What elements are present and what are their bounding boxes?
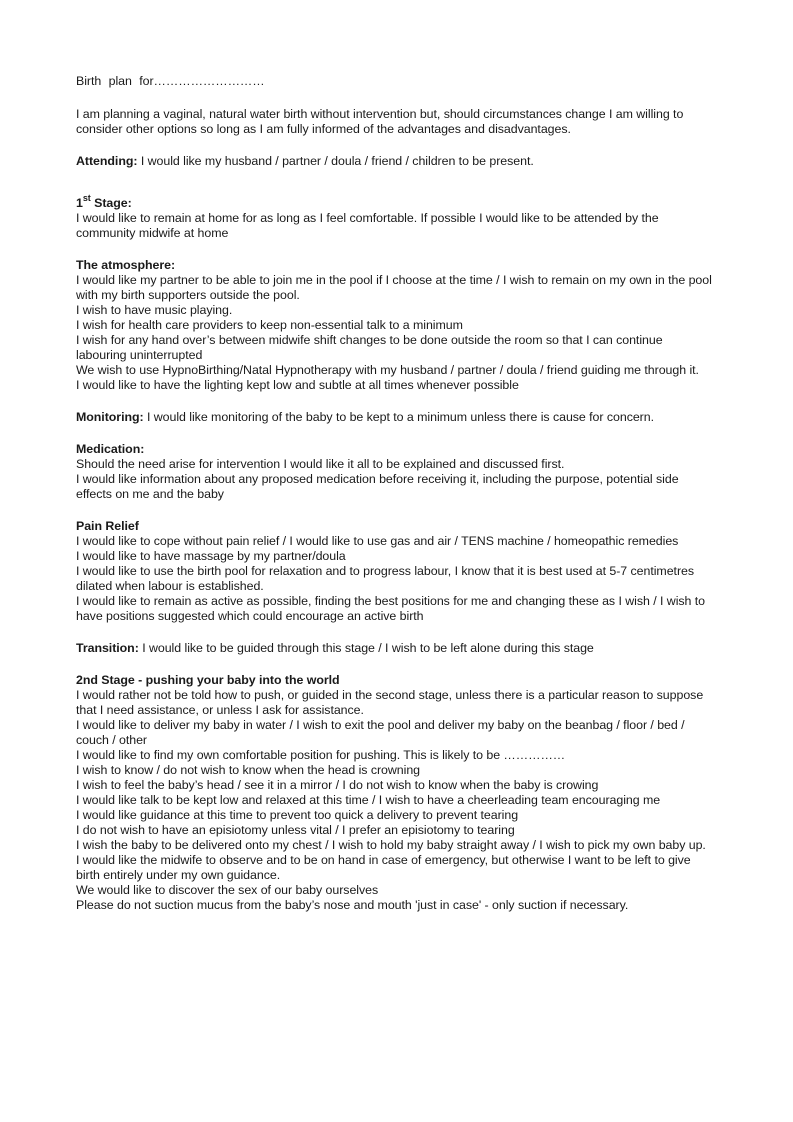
medication-line: I would like information about any proposed medication before receiving it, including the purpose, potential side effects on me and the baby bbox=[76, 472, 679, 501]
atmosphere-line: I would like to have the lighting kept low and subtle at all times whenever possible bbox=[76, 378, 519, 392]
pain-relief-line: I would like to have massage by my partner/doula bbox=[76, 549, 346, 563]
second-stage-line: I would rather not be told how to push, or guided in the second stage, unless there is a particular reason to suppose that I need assistance, or unless I ask for assistance. bbox=[76, 688, 704, 717]
second-stage-line: I would like talk to be kept low and relaxed at this time / I wish to have a cheerleading team encouraging me bbox=[76, 793, 661, 807]
monitoring-text: I would like monitoring of the baby to be kept to a minimum unless there is cause for concern. bbox=[143, 410, 654, 424]
attending-text: I would like my husband / partner / doula / friend / children to be present. bbox=[137, 154, 534, 168]
second-stage-line: I wish the baby to be delivered onto my chest / I wish to hold my baby straight away / I wish to pick my own baby up. I would like the midwife to observe and to be on hand in case of emergency, but otherwise I want to be left to give birth entirely under my own guidance. bbox=[76, 838, 706, 882]
atmosphere-line: I wish for any hand over’s between midwife shift changes to be done outside the room so that I can continue labouring uninterrupted bbox=[76, 333, 663, 362]
first-stage-number: 1 bbox=[76, 196, 83, 210]
pain-relief-line: I would like to use the birth pool for relaxation and to progress labour, I know that it is best used at 5-7 centimetres dilated when labour is established. bbox=[76, 564, 695, 593]
second-stage-heading: 2nd Stage - pushing your baby into the world bbox=[76, 673, 340, 687]
intro-paragraph: I am planning a vaginal, natural water birth without intervention but, should circumstances change I am willing to consider other options so long as I am fully informed of the advantages and disadvantages. bbox=[76, 107, 684, 136]
attending-section bbox=[76, 154, 712, 169]
second-stage-line: I do not wish to have an episiotomy unless vital / I prefer an episiotomy to tearing bbox=[76, 823, 515, 837]
second-stage-section bbox=[76, 673, 712, 913]
transition-text: I would like to be guided through this stage / I wish to be left alone during this stage bbox=[138, 641, 594, 655]
transition-section bbox=[76, 641, 712, 656]
pain-relief-heading: Pain Relief bbox=[76, 519, 139, 533]
second-stage-line: Please do not suction mucus from the baby’s nose and mouth 'just in case' - only suction if necessary. bbox=[76, 898, 629, 912]
first-stage-label: Stage: bbox=[90, 196, 132, 210]
second-stage-line: I wish to know / do not wish to know when the head is crowning bbox=[76, 763, 421, 777]
atmosphere-line: We wish to use HypnoBirthing/Natal Hypnotherapy with my husband / partner / doula / friend guiding me through it. bbox=[76, 363, 699, 377]
atmosphere-section bbox=[76, 258, 712, 393]
second-stage-line: I would like to find my own comfortable position for pushing. This is likely to be …………… bbox=[76, 748, 566, 762]
second-stage-line: I wish to feel the baby’s head / see it in a mirror / I do not wish to know when the baby is crowing bbox=[76, 778, 599, 792]
monitoring-section bbox=[76, 410, 712, 425]
first-stage-section bbox=[76, 193, 712, 241]
medication-line: Should the need arise for intervention I would like it all to be explained and discussed first. bbox=[76, 457, 565, 471]
second-stage-line: We would like to discover the sex of our baby ourselves bbox=[76, 883, 379, 897]
document-page bbox=[76, 74, 712, 930]
first-stage-text: I would like to remain at home for as long as I feel comfortable. If possible I would like to be attended by the community midwife at home bbox=[76, 211, 659, 240]
document-title: Birth plan for……………………… bbox=[76, 74, 265, 88]
first-stage-ordinal: st bbox=[82, 192, 91, 203]
second-stage-line: I would like guidance at this time to prevent too quick a delivery to prevent tearing bbox=[76, 808, 519, 822]
atmosphere-line: I wish for health care providers to keep non-essential talk to a minimum bbox=[76, 318, 463, 332]
monitoring-label: Monitoring: bbox=[76, 410, 144, 424]
atmosphere-line: I wish to have music playing. bbox=[76, 303, 233, 317]
medication-heading: Medication: bbox=[76, 442, 145, 456]
pain-relief-line: I would like to remain as active as possible, finding the best positions for me and changing these as I wish / I wish to have positions suggested which could encourage an active birth bbox=[76, 594, 706, 623]
first-stage-heading bbox=[76, 193, 712, 211]
attending-label: Attending: bbox=[76, 154, 138, 168]
pain-relief-line: I would like to cope without pain relief / I would like to use gas and air / TENS machine / homeopathic remedies bbox=[76, 534, 679, 548]
transition-label: Transition: bbox=[76, 641, 139, 655]
pain-relief-section bbox=[76, 519, 712, 624]
atmosphere-line: I would like my partner to be able to join me in the pool if I choose at the time / I wish to remain on my own in the pool with my birth supporters outside the pool. bbox=[76, 273, 712, 302]
atmosphere-heading: The atmosphere: bbox=[76, 258, 176, 272]
medication-section bbox=[76, 442, 712, 502]
second-stage-line: I would like to deliver my baby in water / I wish to exit the pool and deliver my baby on the beanbag / floor / bed / couch / other bbox=[76, 718, 685, 747]
